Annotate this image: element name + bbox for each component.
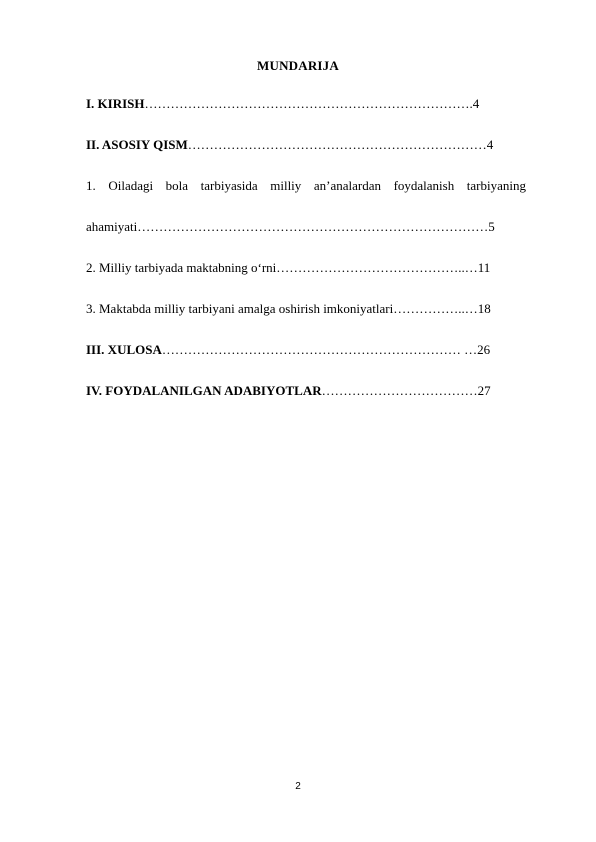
- toc-leader-dots: ……………………………………………………………: [187, 137, 487, 152]
- toc-leader-dots: ……………………………………..…: [276, 260, 478, 275]
- toc-page-number: 11: [477, 260, 491, 275]
- toc-entry-label: I. KIRISH: [86, 96, 145, 111]
- toc-entry-xulosa[interactable]: [86, 342, 526, 358]
- toc-entry-label: 3. Maktabda milliy tarbiyani amalga oshirish imkoniyatlari: [86, 301, 394, 316]
- toc-page-number: 26: [477, 342, 491, 357]
- toc-page-number: 27: [477, 383, 491, 398]
- toc-entry-oiladagi-line2[interactable]: [86, 219, 526, 235]
- toc-page-number: 18: [477, 301, 491, 316]
- toc-entry-label: II. ASOSIY QISM: [86, 137, 188, 152]
- toc-leader-dots: ………………………………: [321, 383, 478, 398]
- toc-leader-dots: ………………………………………………………………………: [137, 219, 489, 234]
- toc-page-number: 4: [472, 96, 480, 111]
- toc-entry-label: ahamiyati: [86, 219, 138, 234]
- toc-entry-kirish[interactable]: [86, 96, 526, 112]
- toc-entry-maktabning-orni[interactable]: [86, 260, 526, 276]
- toc-entry-label: IV. FOYDALANILGAN ADABIYOTLAR: [86, 383, 322, 398]
- toc-entry-oiladagi-line1[interactable]: 1. Oiladagi bola tarbiyasida milliy anʼanalardan foydalanish tarbiyaning: [86, 178, 526, 193]
- toc-entry-adabiyotlar[interactable]: [86, 383, 526, 399]
- toc-entry-label: III. XULOSA: [86, 342, 162, 357]
- toc-leader-dots: …………………………………………………………… …: [161, 342, 478, 357]
- page-footer-number: 2: [295, 781, 301, 792]
- toc-entry-asosiy-qism[interactable]: [86, 137, 526, 153]
- toc-page-number: 4: [486, 137, 494, 152]
- toc-page-number: 5: [488, 219, 495, 234]
- toc-leader-dots: ……………..…: [393, 301, 478, 316]
- toc-title: MUNDARIJA: [257, 58, 339, 73]
- toc-entry-label: 2. Milliy tarbiyada maktabning o‘rni: [86, 260, 277, 275]
- toc-leader-dots: ………………………………………………………………….: [144, 96, 473, 111]
- toc-entry-imkoniyatlari[interactable]: [86, 301, 526, 317]
